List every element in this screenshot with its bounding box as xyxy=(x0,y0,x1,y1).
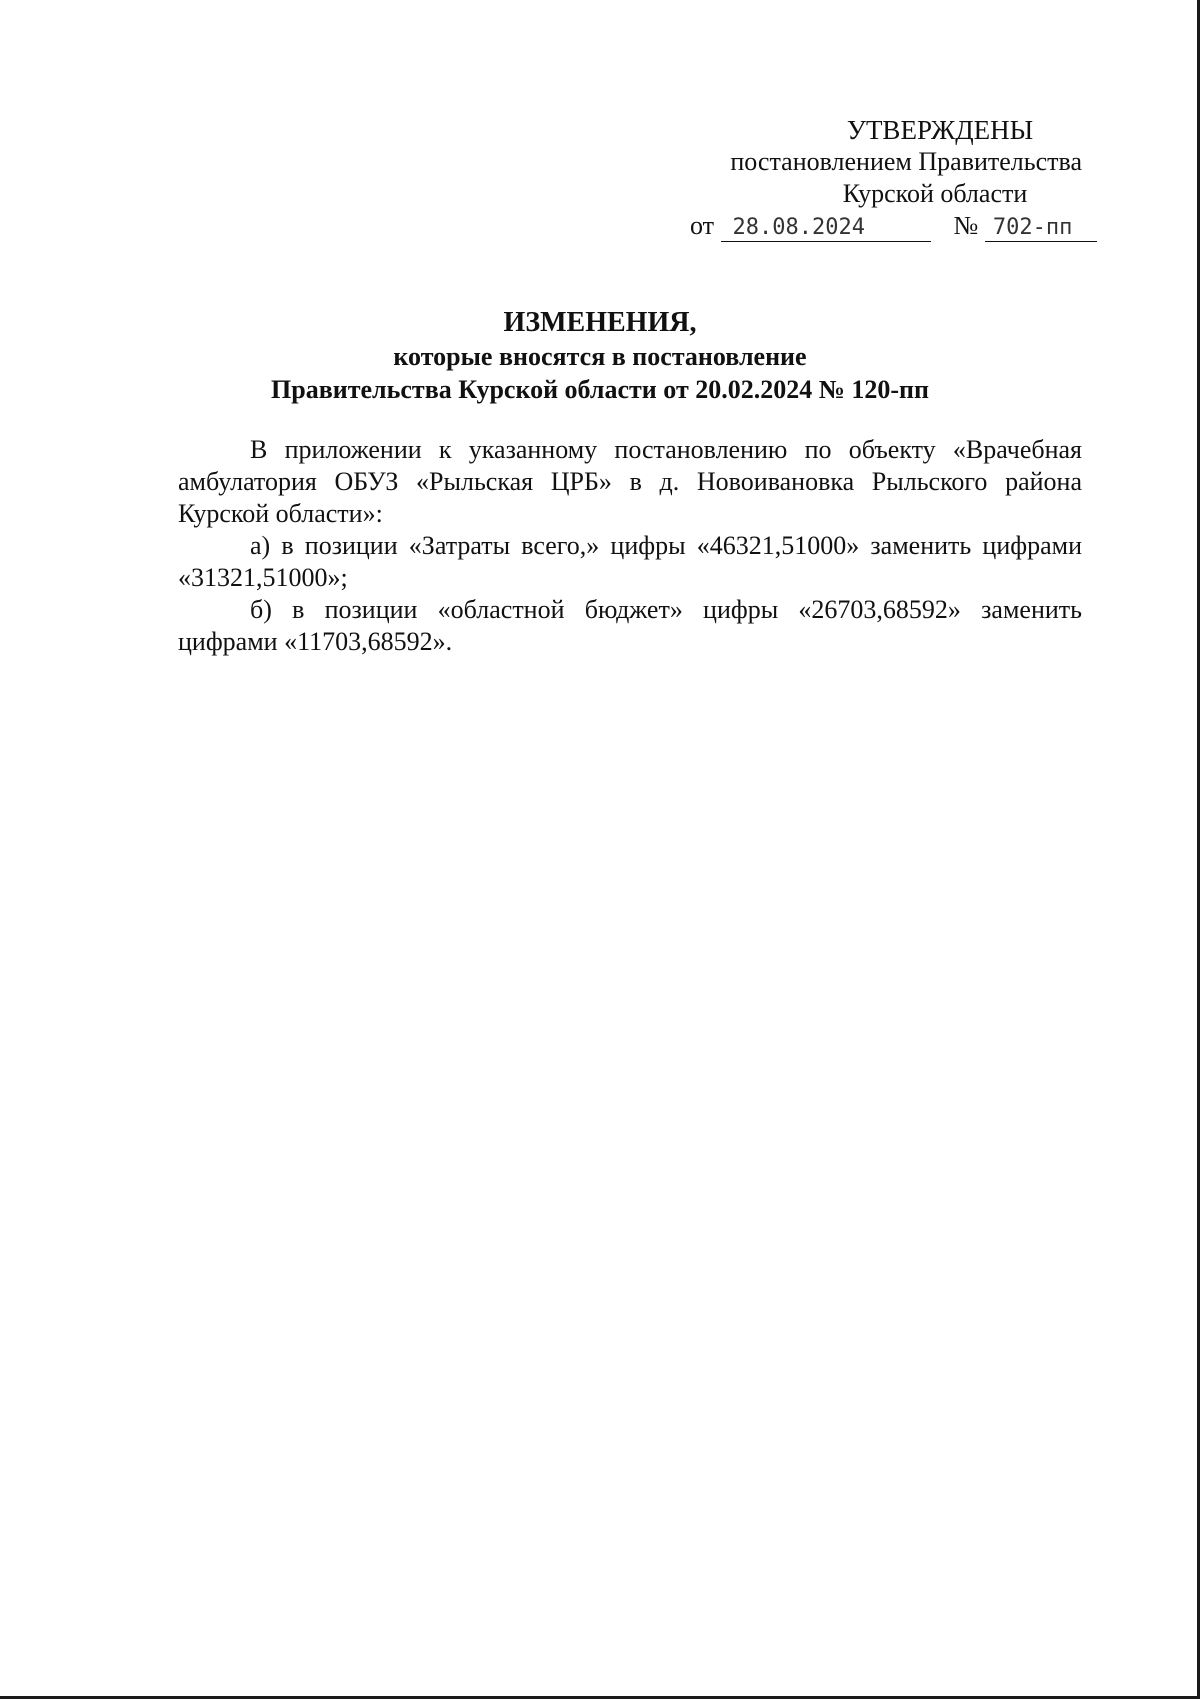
approved-by-label: постановлением Правительства xyxy=(730,147,1082,176)
approval-stamp-block xyxy=(640,114,1100,242)
approval-date-line xyxy=(640,210,1100,242)
body-item-b: б) в позиции «областной бюджет» цифры «26703,68592» заменить цифрами «11703,68592». xyxy=(178,595,1082,656)
document-body xyxy=(178,434,1082,658)
document-heading xyxy=(0,306,1200,406)
body-item-a: а) в позиции «Затраты всего,» цифры «46321,51000» заменить цифрами «31321,51000»; xyxy=(178,531,1082,592)
region-label: Курской области xyxy=(842,179,1028,208)
body-intro-paragraph: В приложении к указанному постановлению по объекту «Врачебная амбулатория ОБУЗ «Рыльская ЦРБ» в д. Новоивановка Рыльского района Курской области»: xyxy=(178,435,1082,528)
document-subtitle: которые вносятся в постановление xyxy=(393,342,807,371)
date-prefix: от xyxy=(690,211,715,240)
approval-number: 702-пп xyxy=(985,215,1097,242)
document-title: ИЗМЕНЕНИЯ, xyxy=(503,307,697,338)
approved-label: УТВЕРЖДЕНЫ xyxy=(846,115,1034,145)
number-prefix: № xyxy=(953,211,979,240)
approval-date: 28.08.2024 xyxy=(721,215,931,242)
document-reference: Правительства Курской области от 20.02.2024 № 120-пп xyxy=(271,375,929,404)
